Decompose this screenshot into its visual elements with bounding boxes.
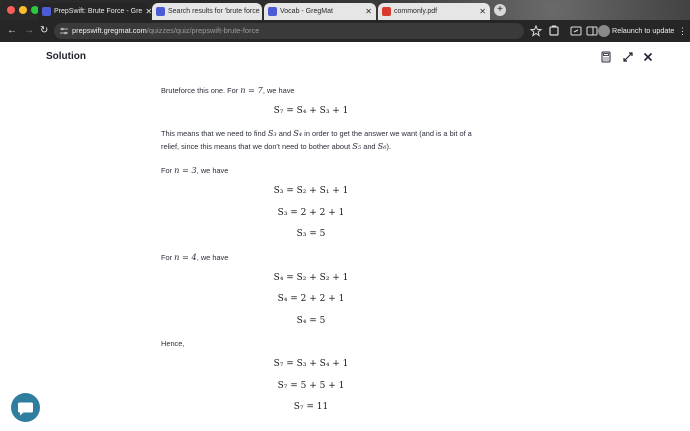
tab-title: PrepSwift: Brute Force - Gre [54, 8, 143, 15]
sidebar-icon[interactable] [586, 25, 598, 37]
new-tab-button[interactable]: + [494, 4, 506, 16]
math-s5: S₅ [352, 141, 362, 151]
equation: S₃ = 5 [296, 229, 326, 239]
tab-prepswift-brute-force[interactable] [38, 3, 153, 20]
site-settings-icon[interactable] [60, 27, 68, 35]
equation: S₄ = 2 + 2 + 1 [277, 294, 345, 304]
text: , we have [196, 166, 229, 175]
text: ). [386, 142, 392, 151]
url-host: prepswift.gregmat.com [72, 26, 147, 35]
intro-text: Bruteforce this one. For [161, 86, 239, 95]
address-bar[interactable] [54, 23, 524, 39]
text: and [278, 129, 292, 138]
tab-vocab-gregmat[interactable] [264, 3, 376, 20]
tab-search-results[interactable] [152, 3, 262, 20]
equation: S₄ = 5 [296, 316, 326, 326]
gregmat-icon [268, 7, 277, 16]
close-tab-icon[interactable]: ✕ [145, 7, 153, 16]
equation: S₇ = S₃ + S₄ + 1 [273, 359, 349, 369]
calculator-icon[interactable] [600, 51, 612, 63]
hence-text: Hence, [161, 339, 185, 348]
gregmat-icon [42, 7, 51, 16]
back-arrow-icon[interactable]: ← [7, 25, 17, 36]
math-n4: n = 4 [174, 252, 197, 262]
equation: S₄ = S₂ + S₂ + 1 [273, 273, 349, 283]
case-n4-heading [161, 251, 531, 264]
text: , we have [196, 253, 229, 262]
text: and [363, 142, 376, 151]
solution-panel [0, 42, 690, 431]
close-window-button[interactable] [7, 6, 15, 14]
chat-button[interactable] [11, 393, 40, 422]
equation: S₃ = S₂ + S₁ + 1 [273, 186, 349, 196]
extensions-icon[interactable] [548, 25, 560, 37]
explanation-paragraph [161, 127, 531, 153]
intro-paragraph [161, 84, 531, 97]
tab-title: commonly.pdf [394, 8, 438, 15]
avatar[interactable] [598, 25, 610, 37]
math-n3: n = 3 [174, 165, 197, 175]
browser-toolbar [0, 20, 690, 42]
math-s4: S₄ [293, 128, 303, 138]
equation: S₇ = 11 [293, 402, 329, 412]
cast-icon[interactable] [570, 25, 582, 37]
tab-title: Search results for 'brute force [168, 8, 260, 15]
bookmark-star-icon[interactable] [530, 25, 542, 37]
math-s3: S₃ [267, 128, 277, 138]
reload-icon[interactable]: ↻ [40, 25, 49, 36]
panel-title: Solution [46, 51, 86, 62]
relaunch-to-update-button[interactable]: Relaunch to update [612, 26, 675, 35]
text: For [161, 166, 173, 175]
text: This means that we need to find [161, 129, 266, 138]
text: in order to get the answer we want (and is a bit of a [304, 129, 472, 138]
minimize-window-button[interactable] [19, 6, 27, 14]
case-n3-heading [161, 164, 531, 177]
more-menu-icon[interactable]: ⋮ [678, 26, 687, 36]
equation: S₇ = S₄ + S₃ + 1 [273, 106, 349, 116]
pdf-icon [382, 7, 391, 16]
gregmat-icon [156, 7, 165, 16]
close-tab-icon[interactable]: ✕ [365, 7, 372, 16]
close-icon[interactable] [642, 51, 654, 63]
math-s6: S₆ [377, 141, 387, 151]
text: For [161, 253, 173, 262]
collapse-icon[interactable] [622, 51, 634, 63]
text: relief, since this means that we don't need to bother about [161, 142, 351, 151]
math-n7: n = 7 [240, 85, 263, 95]
chat-bubble-icon [11, 393, 40, 422]
equation: S₇ = 5 + 5 + 1 [277, 381, 345, 391]
tab-commonly-pdf[interactable] [378, 3, 490, 20]
intro-tail: , we have [262, 86, 295, 95]
close-tab-icon[interactable]: ✕ [479, 7, 486, 16]
forward-arrow-icon[interactable]: → [24, 25, 34, 36]
tab-title: Vocab - GregMat [280, 8, 333, 15]
url-path: /quizzes/quiz/prepswift-brute-force [146, 26, 260, 35]
browser-tab-strip [0, 0, 690, 20]
equation: S₃ = 2 + 2 + 1 [277, 208, 345, 218]
